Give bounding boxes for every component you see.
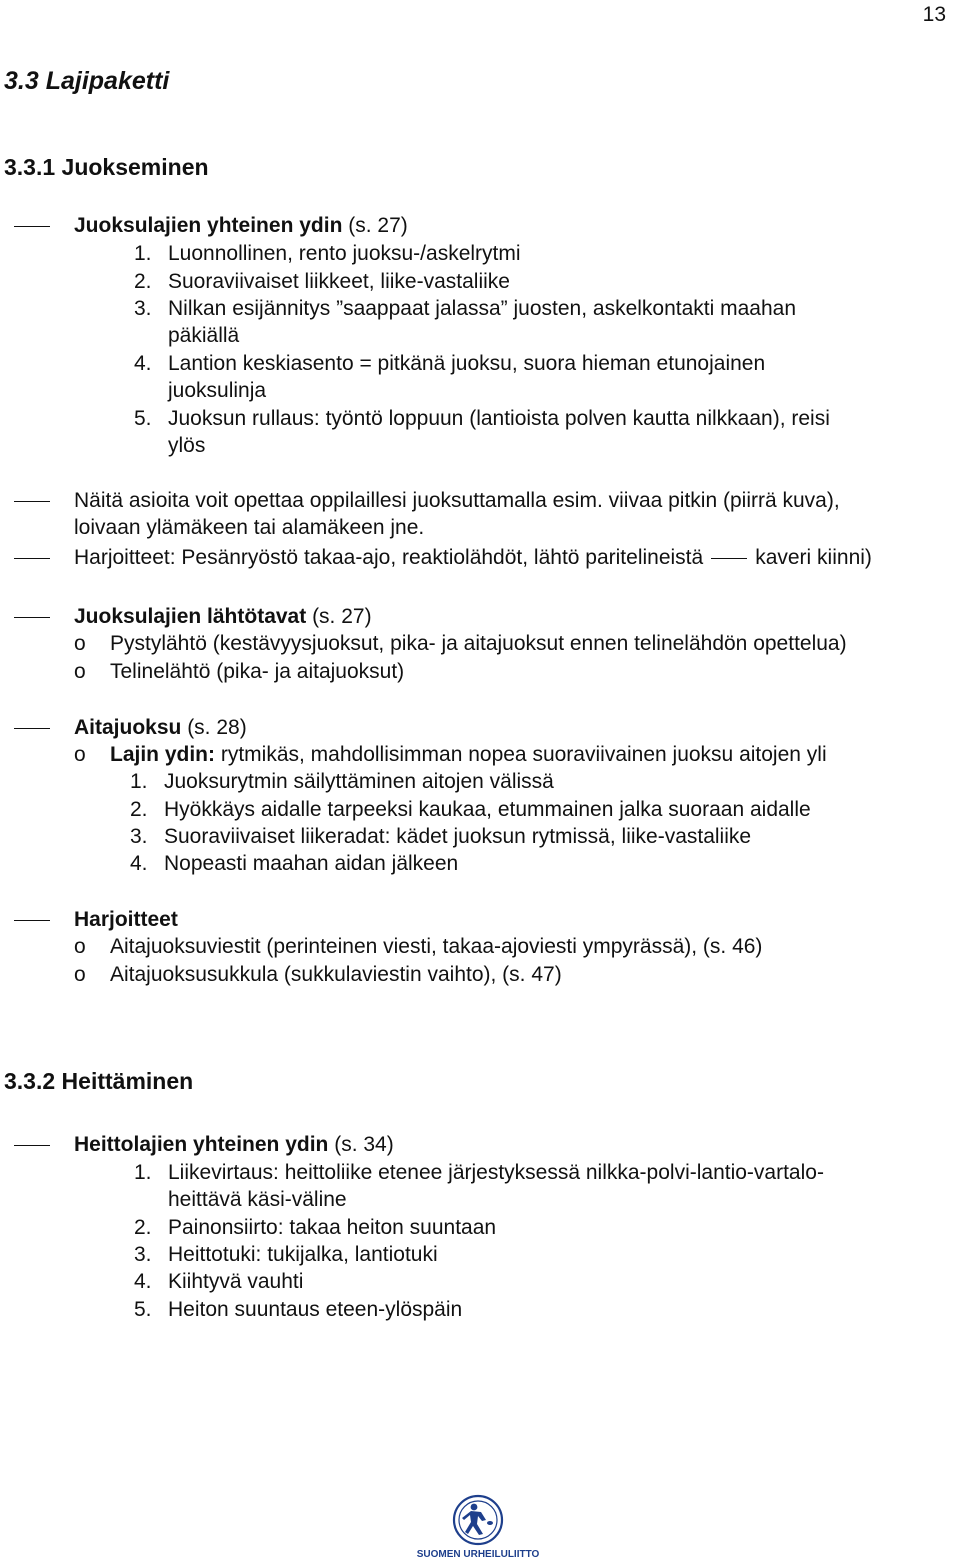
teach-text-line2: loivaan ylämäkeen tai alamäkeen jne. xyxy=(74,516,425,539)
dash-bullet xyxy=(14,920,50,921)
hurdle-heading xyxy=(74,715,247,741)
hurdle-core-text: rytmikäs, mahdollisimman nopea suoraviivainen juoksu aitojen yli xyxy=(215,743,827,766)
list-number: 1. xyxy=(134,242,152,265)
section-title: 3.3 Lajipaketti xyxy=(4,67,170,95)
list-item: Luonnollinen, rento juoksu-/askelrytmi xyxy=(168,242,521,265)
list-item: Heiton suuntaus eteen-ylöspäin xyxy=(168,1298,463,1321)
teach-text-line1: Näitä asioita voit opettaa oppilaillesi juoksuttamalla esim. viivaa pitkin (piirrä kuva), xyxy=(74,489,840,512)
list-item: Liikevirtaus: heittoliike etenee järjestyksessä nilkka-polvi-lantio-vartalo- xyxy=(168,1161,824,1184)
hurdle-item: Nopeasti maahan aidan jälkeen xyxy=(164,852,459,875)
list-number: 4. xyxy=(134,352,152,375)
bullet-marker: o xyxy=(74,632,86,655)
bullet-marker: o xyxy=(74,660,86,683)
hurdle-core xyxy=(110,742,827,768)
list-item: Nilkan esijännitys ”saappaat jalassa” juosten, askelkontakti maahan xyxy=(168,297,797,320)
list-number: 1. xyxy=(134,1161,152,1184)
hurdle-ref: (s. 28) xyxy=(181,716,247,739)
logo-text: SUOMEN URHEILULIITTO xyxy=(416,1549,540,1560)
list-number: 3. xyxy=(134,1243,152,1266)
list-number: 4. xyxy=(134,1270,152,1293)
throwing-core-label: Heittolajien yhteinen ydin xyxy=(74,1133,329,1156)
federation-logo xyxy=(408,1490,548,1562)
throwing-core-ref: (s. 34) xyxy=(328,1133,394,1156)
dash-bullet xyxy=(14,226,50,227)
dash-bullet xyxy=(14,501,50,502)
list-item: Painonsiirto: takaa heiton suuntaan xyxy=(168,1216,497,1239)
page-number: 13 xyxy=(922,3,946,26)
running-core-label: Juoksulajien yhteinen ydin xyxy=(74,214,343,237)
list-number: 2. xyxy=(134,270,152,293)
list-item: Kiihtyvä vauhti xyxy=(168,1270,304,1293)
dash-bullet xyxy=(14,558,50,559)
starts-heading xyxy=(74,604,372,630)
list-number: 2. xyxy=(130,798,148,821)
list-item: Suoraviivaiset liikkeet, liike-vastaliike xyxy=(168,270,510,293)
list-number: 5. xyxy=(134,407,152,430)
bullet-marker: o xyxy=(74,963,86,986)
exercises-text xyxy=(74,545,872,571)
discus-thrower-emblem-icon xyxy=(408,1490,548,1562)
starts-label: Juoksulajien lähtötavat xyxy=(74,605,307,628)
list-item-continuation: ylös xyxy=(168,434,206,457)
exercises-text-a: Harjoitteet: Pesänryöstö takaa-ajo, reaktiolähdöt, lähtö paritelineistä xyxy=(74,546,704,569)
drills-item: Aitajuoksusukkula (sukkulaviestin vaihto), (s. 47) xyxy=(110,963,562,986)
running-core-ref: (s. 27) xyxy=(342,214,408,237)
drills-item: Aitajuoksuviestit (perinteinen viesti, takaa-ajoviesti ympyrässä), (s. 46) xyxy=(110,935,763,958)
list-item-continuation: juoksulinja xyxy=(168,379,267,402)
subsection-title-running: 3.3.1 Juokseminen xyxy=(4,154,209,180)
list-item: Juoksun rullaus: työntö loppuun (lantioista polven kautta nilkkaan), reisi xyxy=(168,407,830,430)
inline-dash xyxy=(711,558,747,559)
list-number: 3. xyxy=(130,825,148,848)
dash-bullet xyxy=(14,728,50,729)
list-item-continuation: päkiällä xyxy=(168,324,240,347)
bullet-marker: o xyxy=(74,743,86,766)
starts-ref: (s. 27) xyxy=(306,605,372,628)
hurdle-core-label: Lajin ydin: xyxy=(110,743,215,766)
subsection-title-throwing: 3.3.2 Heittäminen xyxy=(4,1068,194,1094)
list-number: 5. xyxy=(134,1298,152,1321)
starts-item: Telinelähtö (pika- ja aitajuoksut) xyxy=(110,660,405,683)
hurdle-label: Aitajuoksu xyxy=(74,716,182,739)
list-number: 3. xyxy=(134,297,152,320)
list-item: Heittotuki: tukijalka, lantiotuki xyxy=(168,1243,438,1266)
list-number: 4. xyxy=(130,852,148,875)
hurdle-item: Juoksurytmin säilyttäminen aitojen välissä xyxy=(164,770,554,793)
hurdle-item: Hyökkäys aidalle tarpeeksi kaukaa, etummainen jalka suoraan aidalle xyxy=(164,798,811,821)
hurdle-item: Suoraviivaiset liikeradat: kädet juoksun rytmissä, liike-vastaliike xyxy=(164,825,752,848)
dash-bullet xyxy=(14,1145,50,1146)
exercises-text-b: kaveri kiinni) xyxy=(755,546,872,569)
throwing-core-heading xyxy=(74,1132,394,1158)
list-item-continuation: heittävä käsi-väline xyxy=(168,1188,347,1211)
list-item: Lantion keskiasento = pitkänä juoksu, suora hieman etunojainen xyxy=(168,352,766,375)
list-number: 2. xyxy=(134,1216,152,1239)
running-core-heading xyxy=(74,213,408,239)
drills-heading: Harjoitteet xyxy=(74,908,178,931)
bullet-marker: o xyxy=(74,935,86,958)
dash-bullet xyxy=(14,617,50,618)
starts-item: Pystylähtö (kestävyysjuoksut, pika- ja aitajuoksut ennen telinelähdön opettelua) xyxy=(110,632,847,655)
list-number: 1. xyxy=(130,770,148,793)
